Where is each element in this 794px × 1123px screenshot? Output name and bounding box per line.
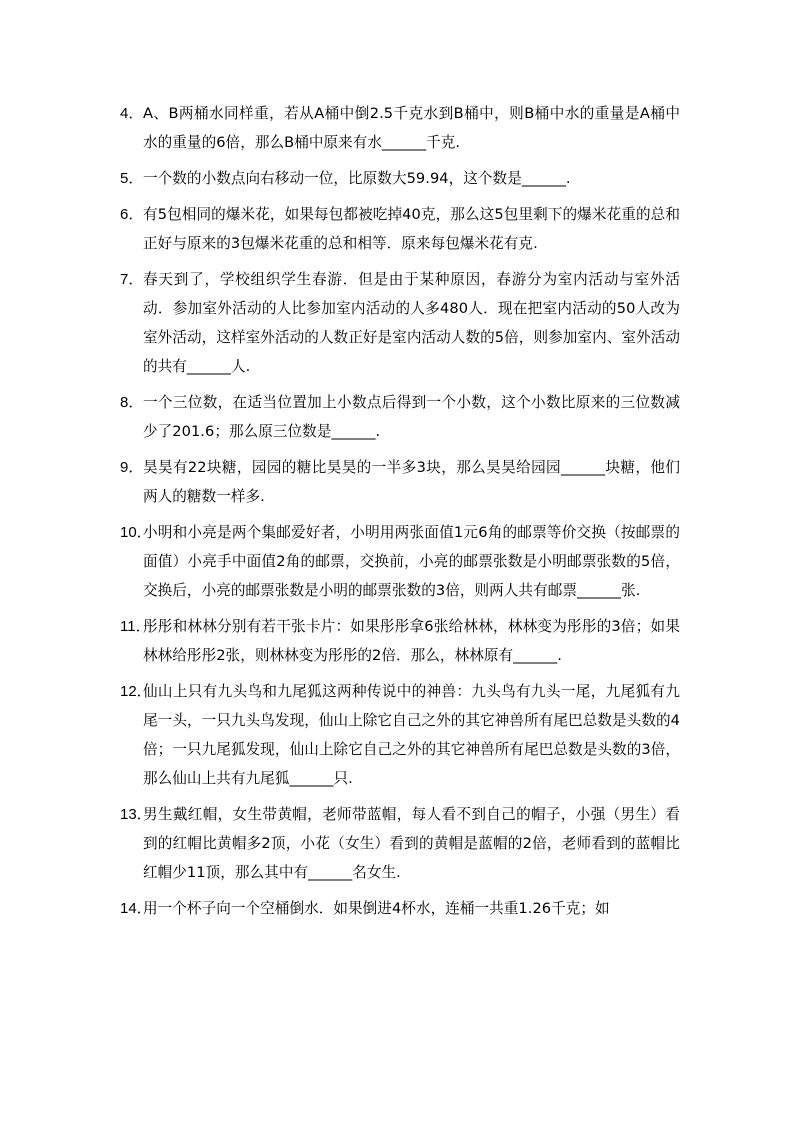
problem-text: 一个数的小数点向右移动一位，比原数大59.94，这个数是______. <box>143 170 571 187</box>
problem-number: 6． <box>120 206 144 223</box>
problem-4 <box>120 99 680 157</box>
problem-number: 11． <box>120 618 151 635</box>
problem-6 <box>120 200 680 258</box>
problem-text: 昊昊有22块糖，园园的糖比昊昊的一半多3块，那么昊昊给园园______块糖，他们两人的糖数一样多. <box>143 459 680 505</box>
problem-number: 9． <box>120 459 144 476</box>
problem-number: 10． <box>120 524 152 541</box>
problem-text: A、B两桶水同样重，若从A桶中倒2.5千克水到B桶中，则B桶中水的重量是A桶中水的重量的6倍，那么B桶中原来有水______千克. <box>143 105 680 151</box>
problem-8 <box>120 388 680 446</box>
problem-text: 仙山上只有九头鸟和九尾狐这两种传说中的神兽：九头鸟有九头一尾，九尾狐有九尾一头，一只九头鸟发现，仙山上除它自己之外的其它神兽所有尾巴总数是头数的4倍；一只九尾狐发现，仙山上除它自己之外的其它神兽所有尾巴总数是头数的3倍，那么仙山上共有九尾狐______只. <box>143 683 680 787</box>
problem-text: 男生戴红帽，女生带黄帽，老师带蓝帽，每人看不到自己的帽子，小强（男生）看到的红帽比黄帽多2顶，小花（女生）看到的黄帽是蓝帽的2倍，老师看到的蓝帽比红帽少11顶，那么其中有______名女生. <box>143 806 680 881</box>
problem-number: 4． <box>120 105 144 122</box>
problem-text: 有5包相同的爆米花，如果每包都被吃掉40克，那么这5包里剩下的爆米花重的总和正好与原来的3包爆米花重的总和相等．原来每包爆米花有克. <box>143 206 680 252</box>
problem-number: 7． <box>120 271 144 288</box>
problem-text: 用一个杯子向一个空桶倒水．如果倒进4杯水，连桶一共重1.26千克；如 <box>143 900 610 917</box>
problem-number: 12． <box>120 683 152 700</box>
problem-text: 小明和小亮是两个集邮爱好者，小明用两张面值1元6角的邮票等价交换（按邮票的面值）小亮手中面值2角的邮票，交换前，小亮的邮票张数是小明邮票张数的5倍，交换后，小亮的邮票张数是小明的邮票张数的3倍，则两人共有邮票______张. <box>143 524 680 599</box>
problem-list <box>120 99 680 930</box>
problem-text: 彤彤和林林分别有若干张卡片：如果彤彤拿6张给林林，林林变为彤彤的3倍；如果林林给彤彤2张，则林林变为彤彤的2倍．那么，林林原有______. <box>143 618 680 664</box>
problem-5 <box>120 164 680 193</box>
problem-number: 5． <box>120 170 144 187</box>
problem-text: 一个三位数，在适当位置加上小数点后得到一个小数，这个小数比原来的三位数减少了201.6；那么原三位数是______. <box>143 394 680 440</box>
problem-10 <box>120 518 680 605</box>
problem-7 <box>120 265 680 381</box>
problem-11 <box>120 612 680 670</box>
problem-12 <box>120 677 680 793</box>
problem-number: 14． <box>120 900 152 917</box>
problem-13 <box>120 800 680 887</box>
problem-text: 春天到了，学校组织学生春游．但是由于某种原因，春游分为室内活动与室外活动．参加室外活动的人比参加室内活动的人多480人．现在把室内活动的50人改为室外活动，这样室外活动的人数正好是室内活动人数的5倍，则参加室内、室外活动的共有______人. <box>143 271 680 375</box>
problem-number: 13． <box>120 806 152 823</box>
problem-9 <box>120 453 680 511</box>
problem-number: 8． <box>120 394 144 411</box>
problem-14 <box>120 894 680 923</box>
